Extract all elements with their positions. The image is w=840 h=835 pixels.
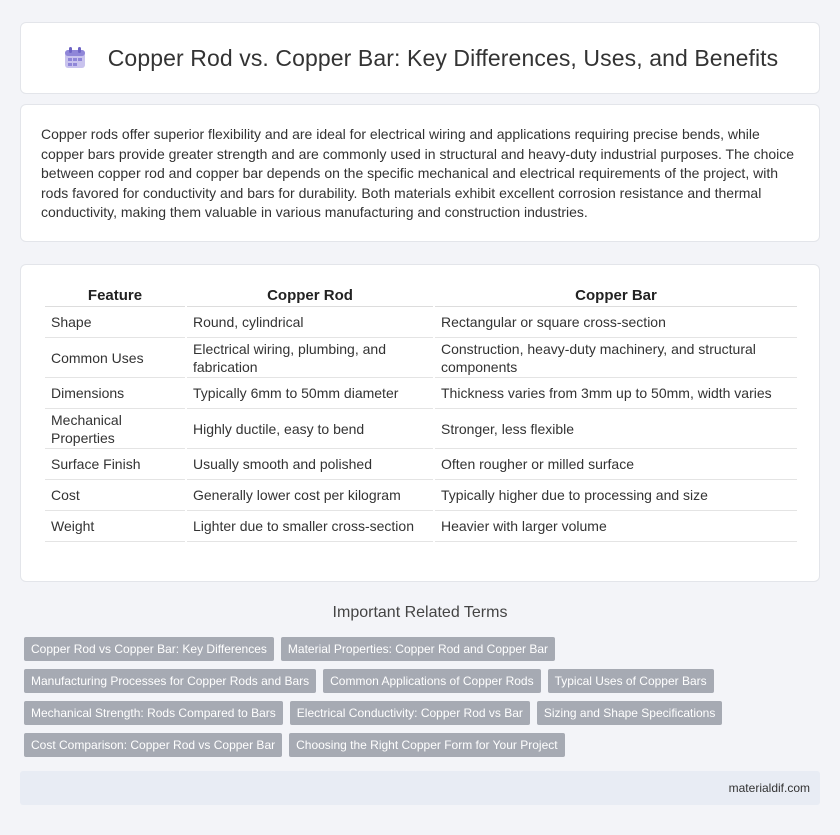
cell-copper-rod: Typically 6mm to 50mm diameter <box>187 378 433 409</box>
header-feature: Feature <box>45 285 185 307</box>
cell-copper-rod: Electrical wiring, plumbing, and fabrication <box>187 338 433 378</box>
cell-feature: Weight <box>45 511 185 542</box>
related-tag[interactable]: Typical Uses of Copper Bars <box>548 669 714 693</box>
cell-copper-rod: Usually smooth and polished <box>187 449 433 480</box>
cell-feature: Shape <box>45 307 185 338</box>
table-row <box>45 307 797 338</box>
page-title: Copper Rod vs. Copper Bar: Key Differences, Uses, and Benefits <box>107 44 779 71</box>
cell-copper-bar: Thickness varies from 3mm up to 50mm, width varies <box>435 378 797 409</box>
cell-feature: Mechanical Properties <box>45 409 185 449</box>
cell-copper-rod: Lighter due to smaller cross-section <box>187 511 433 542</box>
related-tag[interactable]: Cost Comparison: Copper Rod vs Copper Bar <box>24 733 282 757</box>
calendar-icon <box>62 45 88 71</box>
related-terms-title: Important Related Terms <box>332 604 508 621</box>
comparison-table-card <box>20 264 820 582</box>
cell-copper-rod: Generally lower cost per kilogram <box>187 480 433 511</box>
related-tag[interactable]: Material Properties: Copper Rod and Copper Bar <box>281 637 555 661</box>
cell-copper-bar: Construction, heavy-duty machinery, and structural components <box>435 338 797 378</box>
table-row <box>45 449 797 480</box>
cell-feature: Surface Finish <box>45 449 185 480</box>
cell-copper-rod: Round, cylindrical <box>187 307 433 338</box>
cell-copper-rod: Highly ductile, easy to bend <box>187 409 433 449</box>
related-tag[interactable]: Mechanical Strength: Rods Compared to Bars <box>24 701 283 725</box>
table-row <box>45 480 797 511</box>
table-row <box>45 511 797 542</box>
cell-feature: Cost <box>45 480 185 511</box>
related-terms-tags <box>24 637 814 765</box>
cell-copper-bar: Often rougher or milled surface <box>435 449 797 480</box>
table-row <box>45 338 797 378</box>
cell-copper-bar: Heavier with larger volume <box>435 511 797 542</box>
header-copper-rod: Copper Rod <box>187 285 433 307</box>
cell-feature: Dimensions <box>45 378 185 409</box>
cell-copper-bar: Typically higher due to processing and size <box>435 480 797 511</box>
related-tag[interactable]: Manufacturing Processes for Copper Rods and Bars <box>24 669 316 693</box>
related-tag[interactable]: Copper Rod vs Copper Bar: Key Differences <box>24 637 274 661</box>
related-tag[interactable]: Common Applications of Copper Rods <box>323 669 540 693</box>
cell-feature: Common Uses <box>45 338 185 378</box>
table-row <box>45 409 797 449</box>
header-copper-bar: Copper Bar <box>435 285 797 307</box>
related-tag[interactable]: Sizing and Shape Specifications <box>537 701 722 725</box>
title-card <box>20 22 820 94</box>
cell-copper-bar: Stronger, less flexible <box>435 409 797 449</box>
related-tag[interactable]: Choosing the Right Copper Form for Your Project <box>289 733 564 757</box>
summary-card <box>20 104 820 242</box>
comparison-table <box>43 285 799 542</box>
table-row <box>45 378 797 409</box>
summary-text: Copper rods offer superior flexibility and are ideal for electrical wiring and applications requiring precise bends, while copper bars provide greater strength and are commonly used in structural and heavy-duty industrial purposes. The choice between copper rod and copper bar depends on the specific mechanical and electrical requirements of the project, with rods favored for conductivity and bars for durability. Both materials exhibit excellent corrosion resistance and thermal conductivity, making them valuable in various manufacturing and construction industries. <box>41 126 795 220</box>
cell-copper-bar: Rectangular or square cross-section <box>435 307 797 338</box>
related-tag[interactable]: Electrical Conductivity: Copper Rod vs Bar <box>290 701 530 725</box>
footer <box>20 771 820 805</box>
footer-site-link[interactable]: materialdif.com <box>728 781 810 795</box>
